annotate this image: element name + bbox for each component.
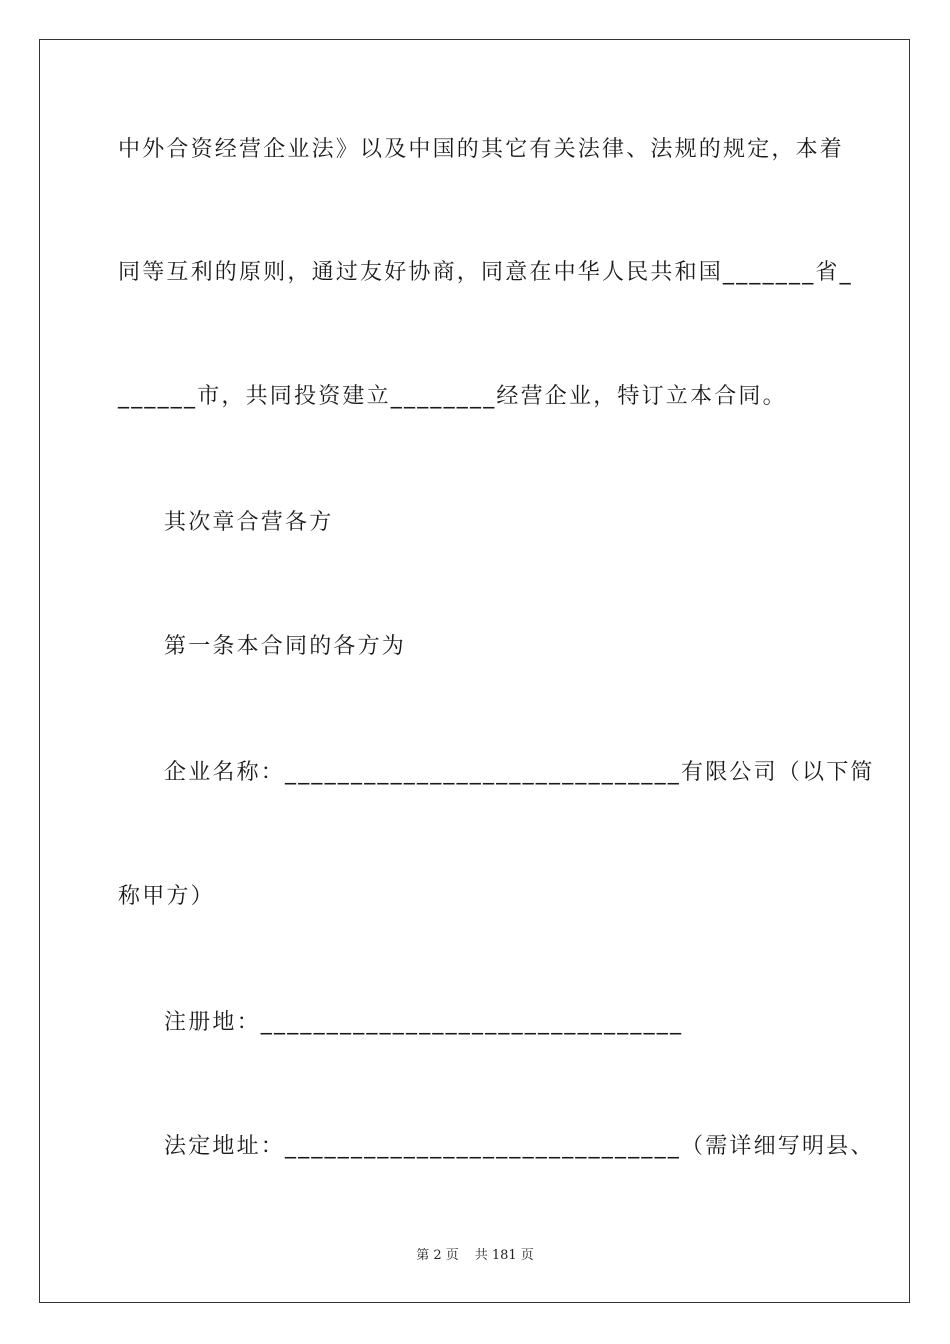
page-number: 第 2 页 [416,1248,459,1263]
article-heading: 第一条本合同的各方为 [164,634,407,659]
legal-address-field-line: 法定地址：______________________________（需详细写明县、 [164,1134,875,1159]
body-text-line: 中外合资经营企业法》以及中国的其它有关法律、法规的规定，本着 [118,137,845,162]
page-border [39,39,910,1303]
body-text-line: ______市，共同投资建立________经营企业，特订立本合同。 [118,384,787,409]
body-text-line: 同等互利的原则，通过友好协商，同意在中华人民共和国_______省_ [118,260,853,285]
body-text-line: 称甲方） [118,884,215,909]
page-footer [0,1247,950,1265]
chapter-heading: 其次章合营各方 [164,510,334,535]
total-pages: 共 181 页 [474,1248,534,1263]
company-name-field-line: 企业名称：______________________________有限公司（以下简 [164,760,875,785]
registered-place-field-line: 注册地：________________________________ [164,1010,684,1035]
